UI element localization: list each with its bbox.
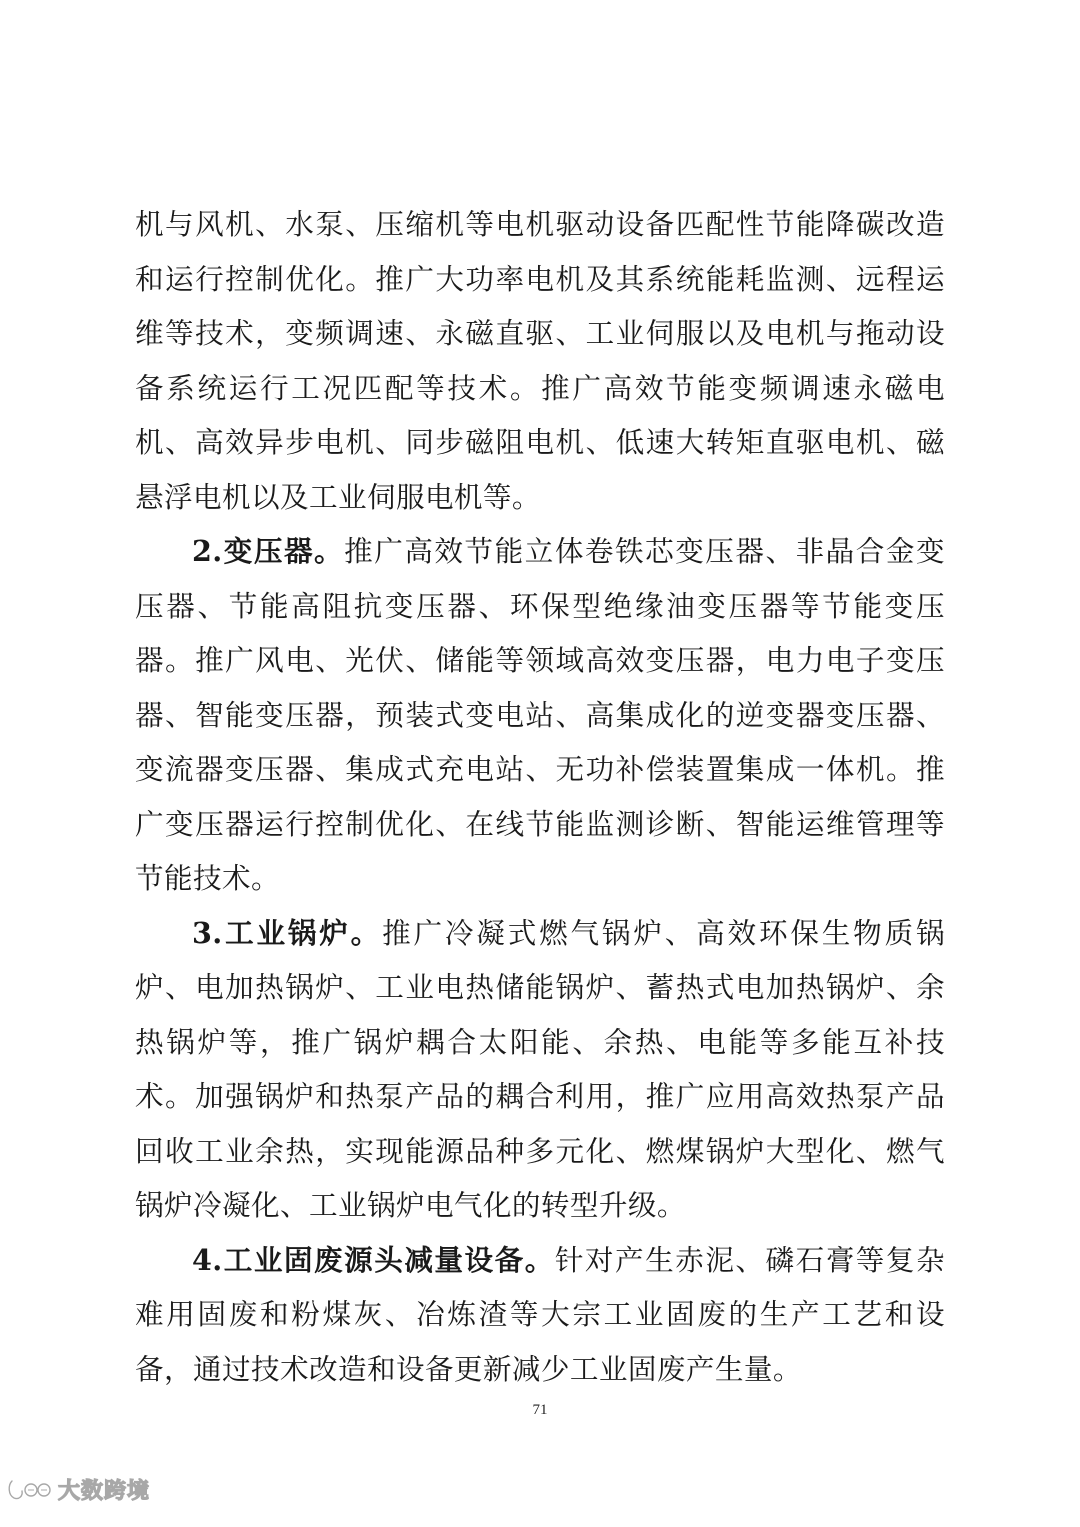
paragraph-text: 针对产生赤泥、磷石膏等复杂难用固废和粉煤灰、冶炼渣等大宗工业固废的生产工艺和设备，通过技术改造和设备更新减少工业固废产生量。: [135, 1242, 945, 1386]
watermark-text: 大数跨境: [58, 1479, 151, 1504]
paragraph-continuation: [135, 197, 945, 524]
body-text: [135, 197, 945, 1396]
paragraph-transformer: [135, 524, 945, 906]
section-heading: 4.工业固废源头减量设备。: [192, 1242, 555, 1277]
section-heading: 2.变压器。: [192, 534, 345, 568]
section-heading: 3.工业锅炉。: [192, 915, 383, 950]
brand-logo-icon: [6, 1477, 54, 1503]
paragraph-text: 推广高效节能立体卷铁芯变压器、非晶合金变压器、节能高阻抗变压器、环保型绝缘油变压器等节能变压器。推广风电、光伏、储能等领域高效变压器，电力电子变压器、智能变压器，预装式变电站、高集成化的逆变器变压器、变流器变压器、集成式充电站、无功补偿装置集成一体机。推广变压器运行控制优化、在线节能监测诊断、智能运维管理等节能技术。: [135, 534, 945, 895]
paragraph-industrial-boiler: [135, 906, 945, 1233]
paragraph-text: 推广冷凝式燃气锅炉、高效环保生物质锅炉、电加热锅炉、工业电热储能锅炉、蓄热式电加热锅炉、余热锅炉等，推广锅炉耦合太阳能、余热、电能等多能互补技术。加强锅炉和热泵产品的耦合利用，推广应用高效热泵产品回收工业余热，实现能源品种多元化、燃煤锅炉大型化、燃气锅炉冷凝化、工业锅炉电气化的转型升级。: [135, 915, 945, 1222]
page-number: 71: [532, 1402, 548, 1418]
paragraph-text: 机与风机、水泵、压缩机等电机驱动设备匹配性节能降碳改造和运行控制优化。推广大功率电机及其系统能耗监测、远程运维等技术，变频调速、永磁直驱、工业伺服以及电机与拖动设备系统运行工况匹配等技术。推广高效节能变频调速永磁电机、高效异步电机、同步磁阻电机、低速大转矩直驱电机、磁悬浮电机以及工业伺服电机等。: [135, 207, 945, 514]
watermark: [6, 1474, 150, 1505]
paragraph-solid-waste: [135, 1233, 945, 1397]
